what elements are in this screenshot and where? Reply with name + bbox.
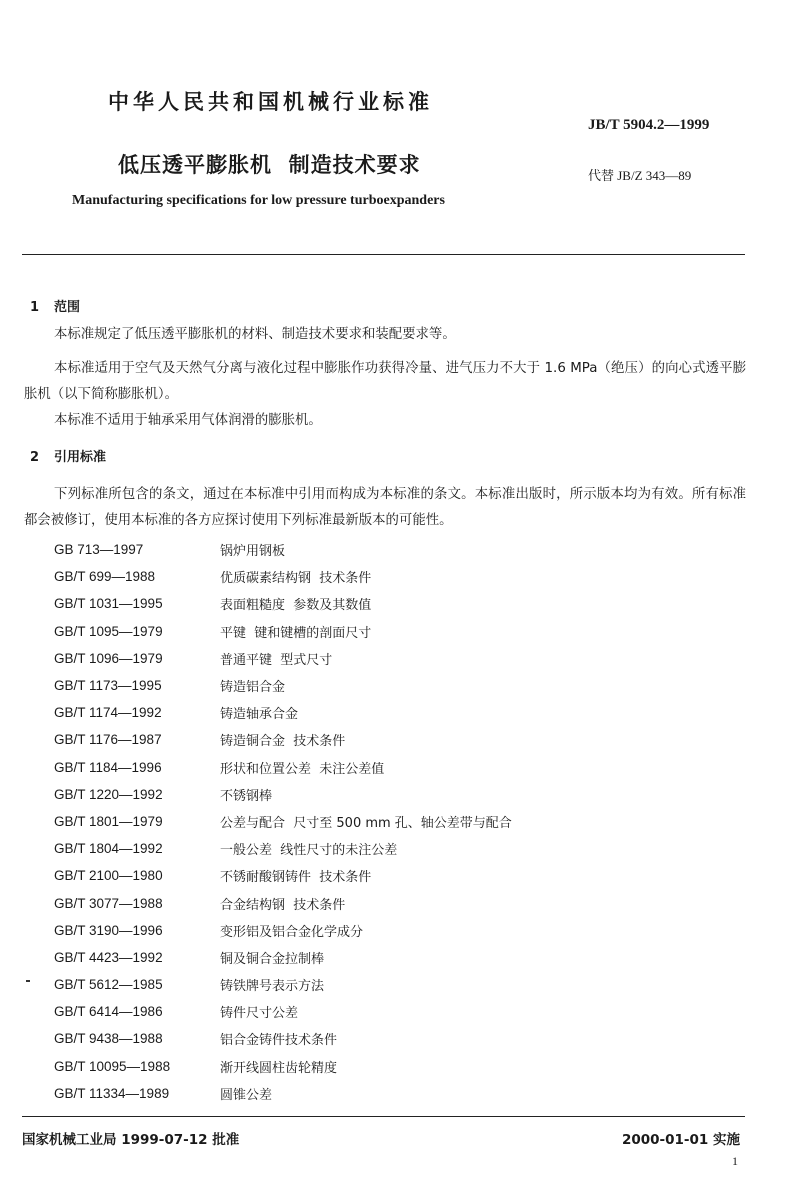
reference-item — [54, 645, 512, 672]
reference-item — [54, 1025, 512, 1052]
reference-title: 铜及铜合金拉制棒 — [220, 951, 325, 967]
reference-item — [54, 917, 512, 944]
industry-standard-heading: 中华人民共和国机械行业标准 — [108, 90, 433, 114]
reference-code: GB/T 1801—1979 — [54, 813, 163, 829]
reference-item — [54, 1053, 512, 1080]
reference-code: GB/T 9438—1988 — [54, 1031, 163, 1047]
reference-title: 公差与配合 尺寸至 500 mm 孔、轴公差带与配合 — [220, 815, 512, 831]
reference-code: GB/T 1176—1987 — [54, 732, 162, 748]
reference-item — [54, 862, 512, 889]
reference-item — [54, 563, 512, 590]
header-divider — [22, 254, 745, 255]
document-title-cn: 低压透平膨胀机 制造技术要求 — [118, 153, 421, 177]
scope-paragraph: 本标准规定了低压透平膨胀机的材料、制造技术要求和装配要求等。 — [54, 327, 456, 342]
reference-code: GB/T 699—1988 — [54, 569, 156, 585]
reference-item — [54, 998, 512, 1025]
reference-list — [54, 536, 512, 1107]
reference-title: 平键 键和键槽的剖面尺寸 — [220, 625, 372, 641]
replaces-standard: 代替 JB/Z 343—89 — [588, 168, 692, 183]
section-title: 范围 — [54, 300, 81, 315]
scan-speck — [26, 980, 30, 982]
reference-title: 渐开线圆柱齿轮精度 — [220, 1060, 338, 1076]
section-number: 1 — [30, 300, 40, 315]
reference-title: 优质碳素结构钢 技术条件 — [220, 571, 372, 587]
reference-title: 不锈耐酸钢铸件 技术条件 — [220, 870, 372, 886]
reference-title: 铝合金铸件技术条件 — [220, 1033, 338, 1049]
reference-code: GB/T 1220—1992 — [54, 786, 163, 802]
reference-code: GB/T 10095—1988 — [54, 1058, 171, 1074]
reference-item — [54, 590, 512, 617]
reference-code: GB/T 6414—1986 — [54, 1004, 163, 1020]
reference-item — [54, 835, 512, 862]
reference-item — [54, 618, 512, 645]
reference-title: 锅炉用钢板 — [220, 544, 286, 560]
reference-item — [54, 699, 512, 726]
reference-item — [54, 536, 512, 563]
reference-title: 不锈钢棒 — [220, 788, 273, 804]
section-number: 2 — [30, 450, 40, 465]
reference-title: 铸铁牌号表示方法 — [220, 979, 325, 995]
effective-date: 2000-01-01 实施 — [621, 1132, 740, 1148]
reference-code: GB/T 3077—1988 — [54, 895, 163, 911]
reference-item — [54, 971, 512, 998]
scope-paragraph: 本标准不适用于轴承采用气体润滑的膨胀机。 — [54, 413, 322, 428]
scope-paragraph: 本标准适用于空气及天然气分离与液化过程中膨胀作功获得冷量、进气压力不大于 1.6 MPa（绝压）的向心式透平膨胀机（以下简称膨胀机）。 — [24, 361, 746, 402]
reference-item — [54, 889, 512, 916]
reference-item — [54, 672, 512, 699]
reference-code: GB/T 11334—1989 — [54, 1085, 170, 1101]
reference-title: 表面粗糙度 参数及其数值 — [220, 598, 372, 614]
reference-code: GB/T 5612—1985 — [54, 977, 163, 993]
reference-title: 铸造轴承合金 — [220, 707, 299, 723]
reference-code: GB/T 1095—1979 — [54, 623, 163, 639]
reference-title: 铸件尺寸公差 — [220, 1006, 299, 1022]
reference-item — [54, 944, 512, 971]
page-number: 1 — [732, 1154, 738, 1168]
reference-code: GB/T 4423—1992 — [54, 949, 163, 965]
reference-code: GB/T 1031—1995 — [54, 596, 163, 612]
reference-item — [54, 781, 512, 808]
reference-item — [54, 754, 512, 781]
reference-title: 铸造铜合金 技术条件 — [220, 734, 346, 750]
reference-title: 变形铝及铝合金化学成分 — [220, 924, 364, 940]
reference-title: 圆锥公差 — [220, 1087, 273, 1103]
issuer-approval: 国家机械工业局 1999-07-12 批准 — [22, 1132, 240, 1148]
section-scope-heading — [30, 296, 80, 315]
reference-title: 普通平键 型式尺寸 — [220, 652, 333, 668]
section-title: 引用标准 — [54, 450, 107, 465]
footer-divider — [22, 1116, 745, 1117]
reference-code: GB/T 1096—1979 — [54, 650, 163, 666]
reference-item — [54, 1080, 512, 1107]
reference-item — [54, 808, 512, 835]
references-intro: 下列标准所包含的条文，通过在本标准中引用而构成为本标准的条文。本标准出版时，所示版本均为有效。所有标准都会被修订，使用本标准的各方应探讨使用下列标准最新版本的可能性。 — [24, 487, 746, 528]
reference-code: GB/T 3190—1996 — [54, 922, 163, 938]
reference-code: GB/T 1804—1992 — [54, 841, 163, 857]
reference-title: 铸造铝合金 — [220, 680, 286, 696]
document-title-en: Manufacturing specifications for low pressure turboexpanders — [72, 193, 445, 208]
reference-code: GB/T 1174—1992 — [54, 705, 162, 721]
reference-title: 一般公差 线性尺寸的未注公差 — [220, 843, 398, 859]
reference-code: GB/T 1173—1995 — [54, 678, 162, 694]
reference-title: 形状和位置公差 未注公差值 — [220, 761, 385, 777]
reference-code: GB 713—1997 — [54, 542, 144, 558]
reference-code: GB/T 2100—1980 — [54, 868, 163, 884]
section-references-heading — [30, 446, 106, 465]
reference-title: 合金结构钢 技术条件 — [220, 897, 346, 913]
reference-code: GB/T 1184—1996 — [54, 759, 162, 775]
standard-number: JB/T 5904.2—1999 — [588, 117, 710, 133]
reference-item — [54, 726, 512, 753]
